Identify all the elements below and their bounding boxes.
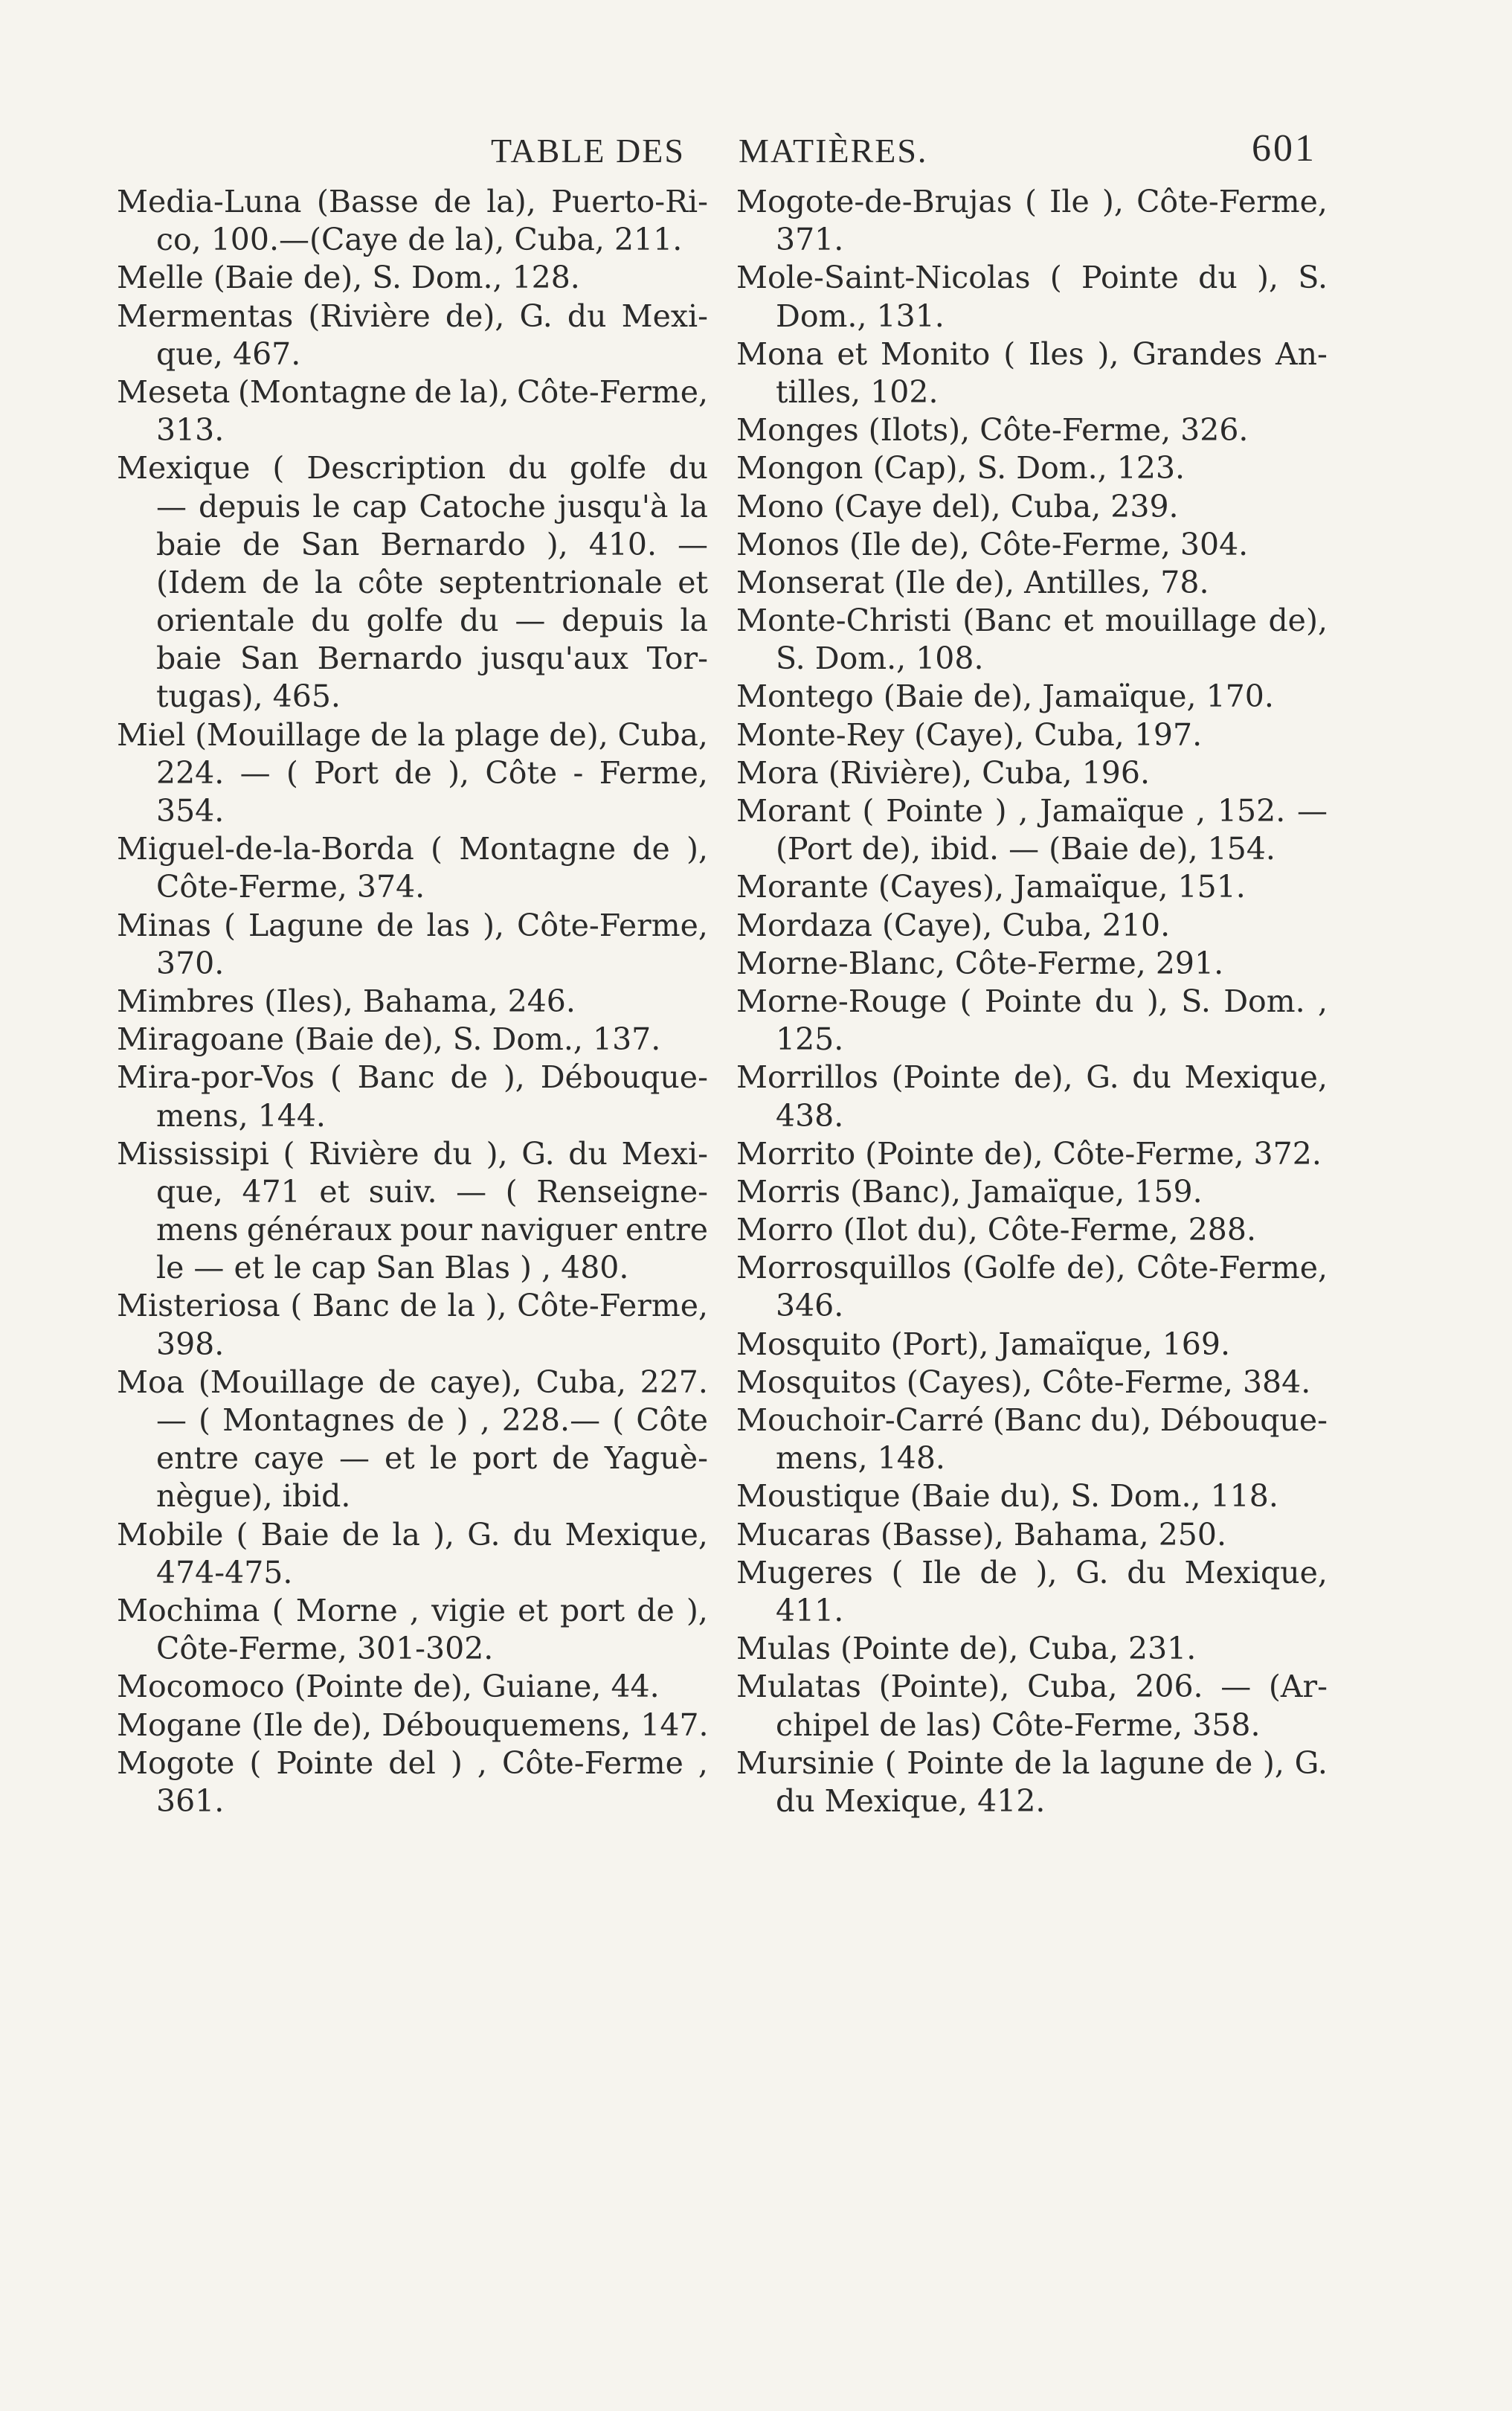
index-entry-line: Monges (Ilots), Côte-Ferme, 326.	[736, 412, 1249, 449]
index-entry	[736, 602, 1328, 678]
index-entry-line: Mulatas (Pointe), Cuba, 206. — (Ar-	[736, 1669, 1328, 1705]
index-entry	[736, 1059, 1328, 1134]
index-entry-line: Morrillos (Pointe de), G. du Mexique,	[736, 1059, 1328, 1096]
index-entry-line: Mermentas (Rivière de), G. du Mexi-	[117, 298, 708, 334]
index-entry-continuation: 313.	[156, 412, 225, 449]
index-entry	[117, 1592, 708, 1668]
index-entry-continuation: 125.	[776, 1021, 844, 1058]
index-entry-continuation: tilles, 102.	[776, 373, 939, 410]
index-entry	[736, 1211, 1328, 1249]
index-entry-line: Mora (Rivière), Cuba, 196.	[736, 754, 1151, 791]
index-entry-line: Mosquito (Port), Jamaïque, 169.	[736, 1326, 1230, 1362]
index-entry	[117, 449, 708, 716]
index-entry-line: Miguel-de-la-Borda ( Montagne de ),	[117, 831, 708, 867]
index-entry-line: Monte-Rey (Caye), Cuba, 197.	[736, 716, 1203, 753]
index-entry	[736, 945, 1328, 983]
index-entry	[736, 1554, 1328, 1630]
index-entry-continuation: 370.	[156, 945, 225, 981]
index-entry-line: Mucaras (Basse), Bahama, 250.	[736, 1516, 1226, 1553]
index-entry-line: Mona et Monito ( Iles ), Grandes An-	[736, 336, 1328, 372]
index-entry-line: Mexique ( Description du golfe du	[117, 450, 708, 487]
index-entry-line: Mimbres (Iles), Bahama, 246.	[117, 983, 576, 1019]
index-entry-continuation: 438.	[776, 1097, 844, 1134]
index-entry	[736, 754, 1328, 792]
index-entry	[117, 1744, 708, 1820]
index-entry-continuation: entre caye — et le port de Yaguè-	[156, 1440, 708, 1477]
index-entry	[736, 983, 1328, 1059]
index-entry-continuation: 346.	[776, 1288, 844, 1324]
index-entry	[117, 259, 708, 297]
index-entry-line: Mouchoir-Carré (Banc du), Débouque-	[736, 1402, 1328, 1438]
index-entry-line: Monte-Christi (Banc et mouillage de),	[736, 603, 1328, 639]
index-entry-line: Mochima ( Morne , vigie et port de ),	[117, 1592, 708, 1628]
index-entry-line: Montego (Baie de), Jamaïque, 170.	[736, 678, 1274, 715]
index-entry-line: Mosquitos (Cayes), Côte-Ferme, 384.	[736, 1364, 1311, 1400]
index-entry	[117, 1287, 708, 1363]
index-entry-line: Mira-por-Vos ( Banc de ), Débouque-	[117, 1059, 708, 1096]
index-entry-line: Morne-Rouge ( Pointe du ), S. Dom. ,	[736, 983, 1328, 1019]
index-entry-line: Mongon (Cap), S. Dom., 123.	[736, 450, 1186, 487]
index-entry-continuation: (Idem de la côte septentrionale et	[156, 564, 708, 600]
index-entry-line: Meseta (Montagne de la), Côte-Ferme,	[117, 373, 708, 410]
index-entry	[736, 1135, 1328, 1173]
index-entry	[117, 830, 708, 906]
index-entry-continuation: Côte-Ferme, 301-302.	[156, 1631, 494, 1667]
index-entry-continuation: tugas), 465.	[156, 678, 341, 715]
index-entry-line: Moa (Mouillage de caye), Cuba, 227.	[117, 1364, 708, 1400]
index-entry	[117, 1364, 708, 1516]
index-entry-continuation: 411.	[776, 1592, 844, 1628]
index-column-right	[736, 183, 1328, 1820]
index-entry-line: Morant ( Pointe ) , Jamaïque , 152. —	[736, 793, 1328, 829]
index-entry-line: Morante (Cayes), Jamaïque, 151.	[736, 869, 1246, 905]
index-entry-line: Morne-Blanc, Côte-Ferme, 291.	[736, 945, 1224, 981]
index-entry-line: Misteriosa ( Banc de la ), Côte-Ferme,	[117, 1288, 708, 1324]
index-entry-continuation: que, 467.	[156, 336, 301, 372]
index-entry-line: Morrosquillos (Golfe de), Côte-Ferme,	[736, 1250, 1328, 1286]
index-entry-continuation: Côte-Ferme, 374.	[156, 869, 425, 905]
index-entry	[736, 526, 1328, 564]
index-entry	[736, 792, 1328, 868]
index-entry-line: Minas ( Lagune de las ), Côte-Ferme,	[117, 907, 708, 943]
index-entry-line: Morrito (Pointe de), Côte-Ferme, 372.	[736, 1135, 1322, 1172]
index-entry-continuation: nègue), ibid.	[156, 1478, 351, 1515]
index-entry	[736, 449, 1328, 487]
index-entry-continuation: (Port de), ibid. — (Baie de), 154.	[776, 831, 1275, 867]
index-entry-line: Monos (Ile de), Côte-Ferme, 304.	[736, 526, 1249, 562]
index-entry	[117, 1021, 708, 1059]
index-entry-continuation: — depuis le cap Catoche jusqu'à la	[156, 488, 708, 524]
index-entry	[117, 1707, 708, 1744]
index-entry	[117, 1135, 708, 1288]
index-entry-line: Media-Luna (Basse de la), Puerto-Ri-	[117, 184, 708, 219]
index-entry-line: Mocomoco (Pointe de), Guiane, 44.	[117, 1669, 660, 1705]
index-entry-line: Mississipi ( Rivière du ), G. du Mexi-	[117, 1135, 708, 1172]
index-entry-continuation: 354.	[156, 793, 225, 829]
index-column-left	[117, 183, 708, 1820]
index-entry-line: Morris (Banc), Jamaïque, 159.	[736, 1173, 1203, 1210]
index-entry-continuation: que, 471 et suiv. — ( Renseigne-	[156, 1173, 708, 1210]
index-entry-line: Mugeres ( Ile de ), G. du Mexique,	[736, 1554, 1328, 1590]
index-entry-line: Monserat (Ile de), Antilles, 78.	[736, 564, 1209, 600]
index-entry	[736, 488, 1328, 526]
index-entry	[117, 373, 708, 449]
index-entry	[736, 678, 1328, 716]
index-entry	[736, 1516, 1328, 1554]
index-entry	[117, 983, 708, 1021]
index-entry	[117, 1516, 708, 1592]
index-entry	[736, 1668, 1328, 1744]
index-entry-continuation: 361.	[156, 1782, 225, 1819]
index-entry	[736, 716, 1328, 754]
index-entry-line: Miragoane (Baie de), S. Dom., 137.	[117, 1021, 661, 1058]
index-entry-continuation: orientale du golfe du — depuis la	[156, 603, 708, 639]
index-entry	[736, 1744, 1328, 1820]
index-entry	[736, 1326, 1328, 1364]
index-entry-continuation: 398.	[156, 1326, 225, 1362]
index-entry-line: Morro (Ilot du), Côte-Ferme, 288.	[736, 1212, 1257, 1248]
index-entry	[736, 1249, 1328, 1325]
page-header	[491, 125, 1316, 177]
index-entry	[736, 183, 1328, 259]
index-entry	[117, 716, 708, 831]
index-entry	[736, 1402, 1328, 1477]
index-entry-continuation: 371.	[776, 222, 844, 258]
index-entry-continuation: baie de San Bernardo ), 410. —	[156, 526, 708, 562]
index-entry-continuation: S. Dom., 108.	[776, 641, 984, 677]
index-entry-line: Mobile ( Baie de la ), G. du Mexique,	[117, 1516, 708, 1553]
index-entry-continuation: Dom., 131.	[776, 298, 945, 334]
index-entry	[117, 298, 708, 373]
index-entry-continuation: mens, 144.	[156, 1097, 326, 1134]
header-title-right: MATIÈRES.	[739, 132, 928, 170]
index-entry-continuation: du Mexique, 412.	[776, 1782, 1046, 1819]
index-entry-line: Mogote-de-Brujas ( Ile ), Côte-Ferme,	[736, 184, 1328, 219]
index-entry	[736, 1477, 1328, 1515]
index-entry-continuation: 474-475.	[156, 1554, 293, 1590]
index-entry-continuation: baie San Bernardo jusqu'aux Tor-	[156, 641, 708, 677]
index-entry	[736, 868, 1328, 906]
index-entry	[117, 1059, 708, 1134]
index-entry	[736, 1364, 1328, 1402]
index-entry	[736, 907, 1328, 945]
index-entry	[736, 564, 1328, 602]
page-number: 601	[1252, 127, 1316, 170]
index-entry	[736, 1630, 1328, 1668]
index-entry	[736, 1173, 1328, 1211]
index-entry-line: Mogane (Ile de), Débouquemens, 147.	[117, 1707, 709, 1743]
header-title-left: TABLE DES	[491, 132, 685, 170]
index-entry-continuation: — ( Montagnes de ) , 228.— ( Côte	[156, 1402, 708, 1438]
index-entry-line: Mordaza (Caye), Cuba, 210.	[736, 907, 1171, 943]
index-entry-line: Moustique (Baie du), S. Dom., 118.	[736, 1478, 1278, 1515]
index-entry-line: Mulas (Pointe de), Cuba, 231.	[736, 1631, 1197, 1667]
index-entry-line: Mursinie ( Pointe de la lagune de ), G.	[736, 1744, 1328, 1781]
index-entry	[117, 1668, 708, 1706]
index-entry-line: Miel (Mouillage de la plage de), Cuba,	[117, 716, 708, 753]
index-entry-continuation: mens généraux pour naviguer entre	[156, 1212, 708, 1248]
index-entry	[736, 259, 1328, 335]
index-entry-continuation: 224. — ( Port de ), Côte - Ferme,	[156, 754, 708, 791]
index-entry-line: Mole-Saint-Nicolas ( Pointe du ), S.	[736, 260, 1328, 296]
index-entry	[736, 411, 1328, 449]
index-entry-line: Mono (Caye del), Cuba, 239.	[736, 488, 1179, 524]
index-entry-continuation: chipel de las) Côte-Ferme, 358.	[776, 1707, 1261, 1743]
index-entry-line: Mogote ( Pointe del ) , Côte-Ferme ,	[117, 1744, 708, 1781]
index-entry-continuation: le — et le cap San Blas ) , 480.	[156, 1250, 629, 1286]
index-entry	[117, 183, 708, 259]
index-entry-line: Melle (Baie de), S. Dom., 128.	[117, 260, 580, 296]
index-entry-continuation: co, 100.—(Caye de la), Cuba, 211.	[156, 222, 683, 258]
index-entry	[117, 907, 708, 983]
index-entry-continuation: mens, 148.	[776, 1440, 945, 1477]
index-entry	[736, 336, 1328, 411]
